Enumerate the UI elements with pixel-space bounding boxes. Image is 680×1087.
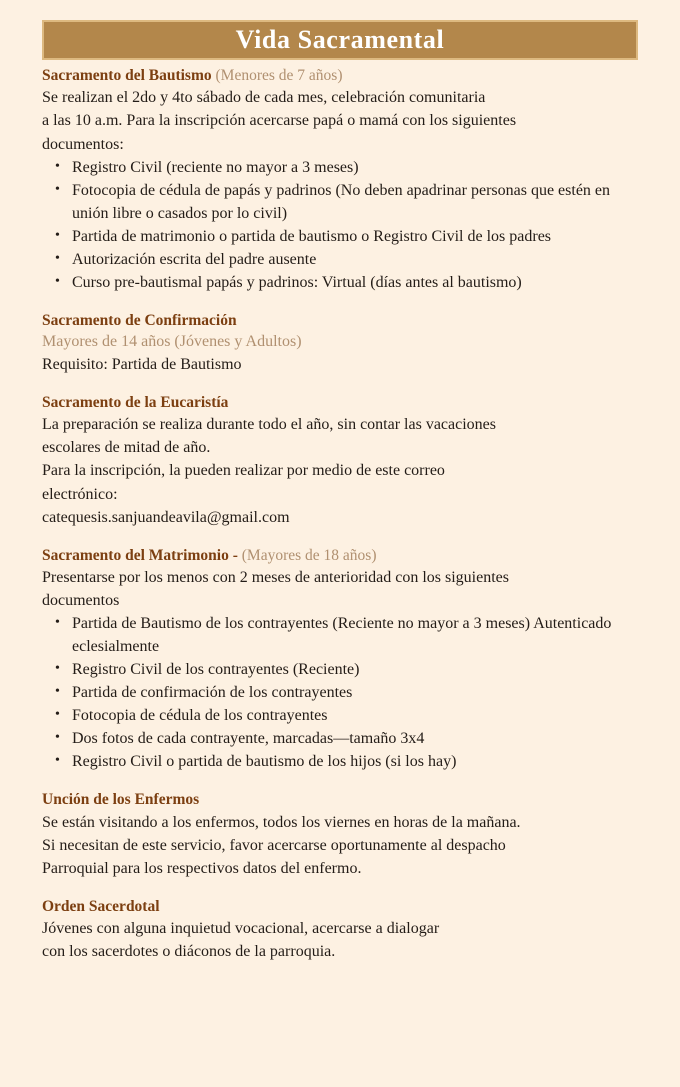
body-line: Requisito: Partida de Bautismo	[42, 355, 242, 373]
list-item: • Registro Civil o partida de bautismo de los hijos (si los hay)	[42, 750, 638, 773]
section-sacramento-del-matrimonio	[42, 546, 638, 774]
requirements-list	[42, 156, 638, 294]
list-item: • Curso pre-bautismal papás y padrinos: Virtual (días antes al bautismo)	[42, 271, 638, 294]
list-item: • Registro Civil (reciente no mayor a 3 meses)	[42, 156, 638, 179]
body-line: Jóvenes con alguna inquietud vocacional, acercarse a dialogar	[42, 920, 440, 938]
section-heading-main: Unción de los Enfermos	[42, 791, 200, 809]
requirements-list	[42, 612, 638, 773]
section-heading	[42, 66, 638, 86]
body-line: Presentarse por los menos con 2 meses de anterioridad con los siguientes	[42, 569, 509, 587]
section-uncion-de-los-enfermos	[42, 790, 638, 880]
section-sacramento-de-confirmacion	[42, 311, 638, 376]
list-item: • Partida de confirmación de los contrayentes	[42, 681, 638, 704]
section-heading	[42, 790, 638, 810]
section-heading-qualifier: (Mayores de 18 años)	[237, 546, 377, 564]
section-heading	[42, 897, 638, 917]
body-line: documentos	[42, 592, 120, 610]
list-item: • Partida de matrimonio o partida de bautismo o Registro Civil de los padres	[42, 225, 638, 248]
section-sacramento-del-bautismo	[42, 66, 638, 294]
body-line: La preparación se realiza durante todo el año, sin contar las vacaciones	[42, 416, 497, 434]
section-heading-main: Sacramento de la Eucaristía	[42, 393, 229, 411]
section-heading	[42, 546, 638, 566]
body-line: Para la inscripción, la pueden realizar por medio de este correo	[42, 462, 445, 480]
section-subheading: Mayores de 14 años (Jóvenes y Adultos)	[42, 333, 302, 351]
list-item: • Fotocopia de cédula de los contrayentes	[42, 704, 638, 727]
list-item: • Registro Civil de los contrayentes (Reciente)	[42, 658, 638, 681]
body-line: Parroquial para los respectivos datos del enfermo.	[42, 859, 362, 877]
section-heading	[42, 311, 638, 331]
list-item: • Fotocopia de cédula de papás y padrinos (No deben apadrinar personas que estén en unión libre o casados por lo civil)	[42, 179, 638, 225]
page-title-banner	[42, 20, 638, 60]
section-heading	[42, 393, 638, 413]
section-heading-main: Orden Sacerdotal	[42, 897, 160, 915]
body-line: a las 10 a.m. Para la inscripción acercarse papá o mamá con los siguientes	[42, 112, 517, 130]
section-heading-main: Sacramento del Bautismo	[42, 67, 212, 84]
list-item: • Dos fotos de cada contrayente, marcadas—tamaño 3x4	[42, 727, 638, 750]
body-line: Se realizan el 2do y 4to sábado de cada mes, celebración comunitaria	[42, 89, 486, 107]
section-heading-qualifier: (Menores de 7 años)	[211, 67, 343, 84]
section-heading-main: Sacramento de Confirmación	[42, 311, 237, 329]
list-item: • Autorización escrita del padre ausente	[42, 248, 638, 271]
section-heading-main: Sacramento del Matrimonio -	[42, 546, 238, 564]
body-line: Si necesitan de este servicio, favor acercarse oportunamente al despacho	[42, 836, 506, 854]
list-item: • Partida de Bautismo de los contrayentes (Reciente no mayor a 3 meses) Autenticado eclesialmente	[42, 612, 638, 658]
body-line: con los sacerdotes o diáconos de la parroquia.	[42, 943, 336, 961]
page-title: Vida Sacramental	[235, 25, 445, 54]
body-line: Se están visitando a los enfermos, todos los viernes en horas de la mañana.	[42, 813, 521, 831]
document-body	[25, 66, 655, 963]
section-orden-sacerdotal	[42, 897, 638, 964]
body-line: electrónico:	[42, 485, 118, 503]
body-line: documentos:	[42, 135, 124, 153]
contact-email[interactable]: catequesis.sanjuandeavila@gmail.com	[42, 508, 290, 526]
sacramental-life-document	[0, 20, 680, 1087]
section-sacramento-de-la-eucaristia	[42, 393, 638, 529]
body-line: escolares de mitad de año.	[42, 439, 211, 457]
